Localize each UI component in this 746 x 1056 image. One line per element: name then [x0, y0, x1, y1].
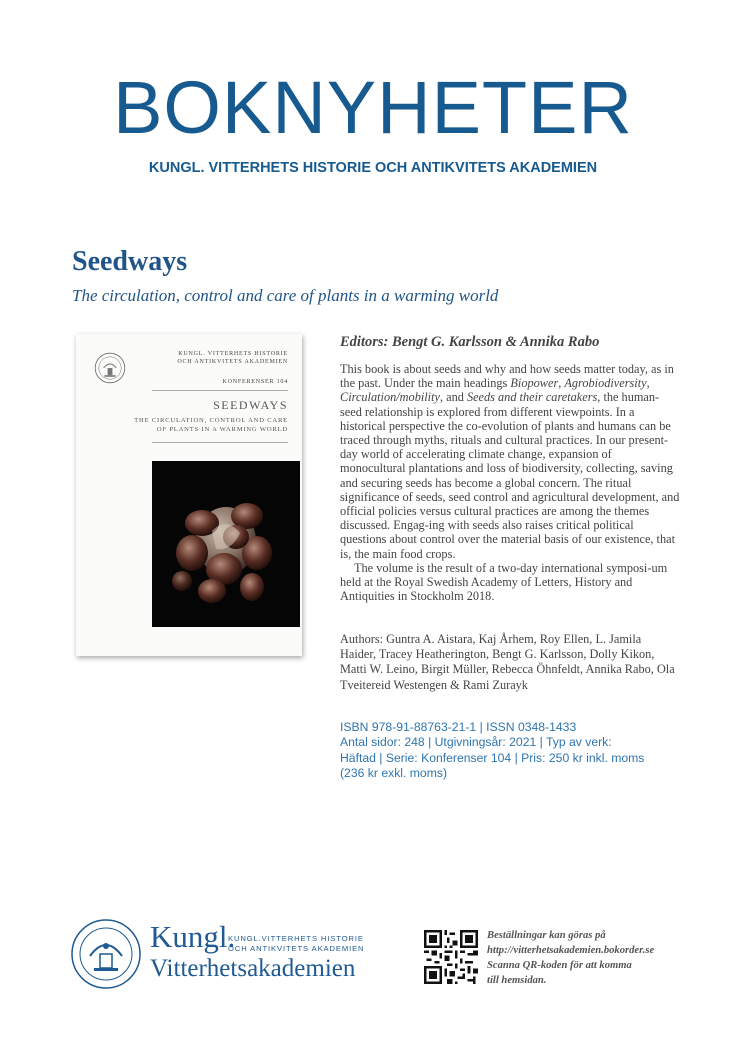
cover-organization [138, 350, 288, 366]
heading-circulation: Circulation/mobility [340, 390, 440, 405]
heading-biopower: Biopower [510, 376, 559, 391]
book-subtitle: The circulation, control and care of plants in a warming world [72, 286, 499, 305]
cover-org-line: KUNGL. VITTERHETS HISTORIE [178, 351, 288, 357]
order-url-link[interactable]: http://vitterhetsakademien.bokorder.se [487, 945, 655, 956]
footer-org-line: KUNGL.VITTERHETS HISTORIE [228, 934, 364, 943]
academy-seal-icon [70, 918, 142, 990]
separator: , [646, 376, 650, 391]
separator: , and [439, 390, 467, 405]
seeds-illustration [152, 461, 300, 627]
academy-name: KUNGL. VITTERHETS HISTORIE OCH ANTIKVITETS AKADEMIEN [148, 160, 598, 176]
academy-seal-icon [94, 352, 126, 384]
order-line: Scanna QR-koden för att komma [487, 960, 632, 971]
footer-logo-kungl: Kungl. [150, 919, 236, 954]
details-line: Häftad | Serie: Konferenser 104 | Pris: 250 kr inkl. moms [340, 750, 645, 765]
seeds-photo [152, 461, 300, 627]
separator: , [558, 376, 565, 391]
description-text: , the human-seed relationship is explored from different viewpoints. In a historical perspective the co-evolution of plants and humans can be traced through myths, rituals and cultural practices. In our present-day world of accelerating climate change, expansion of monocultural plantations and loss of biodiversity, collecting, saving and securing seeds has become a global concern. The ritual significance of seeds, seed control and agricultural development, and official policies versus cultural practices are among the themes discussed. Engag-ing with seeds also raises critical political questions about control over the material basis of our existence, that is, the main food crops. [340, 390, 680, 561]
book-editors: Editors: Bengt G. Karlsson & Annika Rabo [340, 334, 600, 350]
description-text: This book is about seeds and why and how seeds matter today, as in the past. Under the main headings [340, 362, 674, 391]
cover-subtitle-line: THE CIRCULATION, CONTROL AND CARE [134, 417, 288, 424]
book-description [340, 362, 680, 603]
heading-agrobiodiversity: Agrobiodiversity [564, 376, 647, 391]
cover-series: KONFERENSER 104 [222, 379, 288, 385]
order-information [487, 928, 707, 988]
description-paragraph [340, 362, 680, 561]
details-line: (236 kr exkl. moms) [340, 765, 447, 780]
cover-title: SEEDWAYS [213, 398, 288, 412]
cover-org-line: OCH ANTIKVITETS AKADEMIEN [177, 359, 288, 365]
page-masthead: BOKNYHETER [113, 66, 633, 149]
details-line: Antal sidor: 248 | Utgivningsår: 2021 | Typ av verk: [340, 735, 612, 750]
cover-subtitle [118, 416, 288, 434]
book-title: Seedways [72, 246, 188, 277]
book-details [340, 720, 680, 781]
cover-subtitle-line: OF PLANTS IN A WARMING WORLD [156, 426, 288, 433]
qr-code-icon[interactable] [424, 930, 478, 984]
footer-organization [228, 934, 364, 954]
book-authors: Authors: Guntra A. Aistara, Kaj Århem, Roy Ellen, L. Jamila Haider, Tracey Heatherington, Bengt G. Karlsson, Dolly Kikon, Matti W. Leino, Birgit Müller, Rebecca Öhnfeldt, Annika Rabo, Ola Tveitereid Westengen & Rami Zurayk [340, 632, 675, 692]
details-line: ISBN 978-91-88763-21-1 | ISSN 0348-1433 [340, 720, 577, 734]
order-line: Beställningar kan göras på [487, 930, 606, 941]
footer-org-line: OCH ANTIKVITETS AKADEMIEN [228, 944, 365, 953]
description-paragraph: The volume is the result of a two-day international symposi-um held at the Royal Swedish Academy of Letters, History and Antiquities in Stockholm 2018. [340, 560, 668, 604]
order-line: till hemsidan. [487, 975, 547, 986]
cover-divider [152, 442, 288, 443]
cover-divider [152, 390, 288, 391]
book-cover [76, 334, 302, 656]
footer-logo-vitterhetsakademien: Vitterhetsakademien [150, 955, 356, 982]
heading-seeds-caretakers: Seeds and their caretakers [466, 390, 598, 405]
